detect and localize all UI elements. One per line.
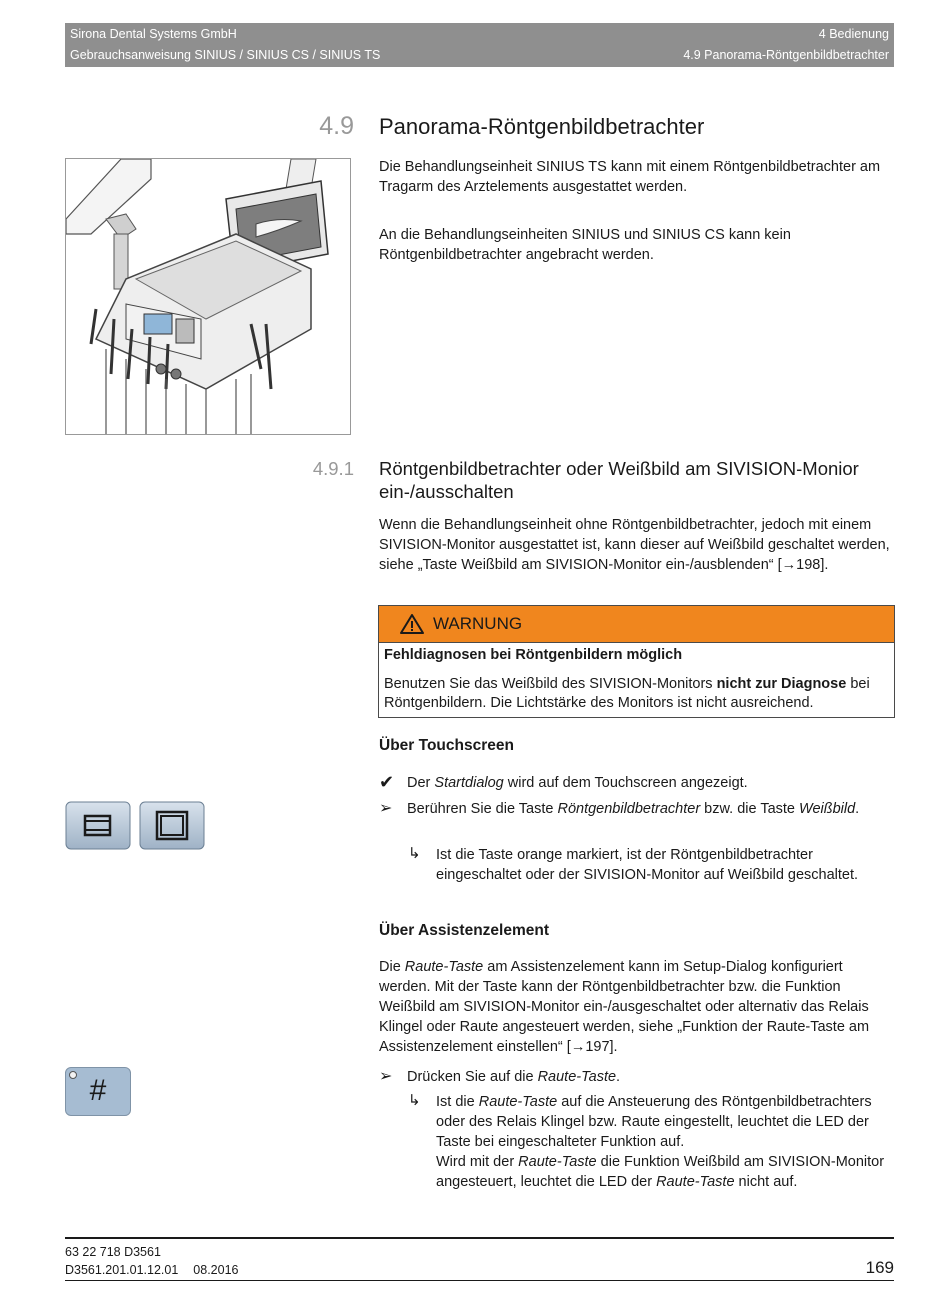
step-arrow-icon: ➢ (379, 1068, 393, 1085)
assist-step: Drücken Sie auf die Raute-Taste. (407, 1069, 621, 1085)
chapter-name: 4 Bedienung (818, 27, 889, 41)
result-arrow-icon: ↳ (408, 1092, 421, 1109)
warning-box (378, 605, 895, 718)
footer-doc-id: D3561.201.01.12.01 08.2016 (65, 1263, 239, 1277)
touchscreen-precondition: Der Startdialog wird auf dem Touchscreen angezeigt. (407, 775, 748, 791)
xray-viewer-button-image (65, 801, 131, 855)
company-name: Sirona Dental Systems GmbH (70, 27, 237, 41)
warning-body: Benutzen Sie das Weißbild des SIVISION-Monitors nicht zur Diagnose bei Röntgenbildern. Die Lichtstärke des Monitors ist nicht ausreichend. (384, 676, 870, 711)
warning-heading: Fehldiagnosen bei Röntgenbildern möglich (384, 647, 683, 663)
subsection-intro: Wenn die Behandlungseinheit ohne Röntgenbildbetrachter, jedoch mit einem SIVISION-Monitor ausgestattet ist, kann dieser auf Weißbild geschaltet werden, siehe „Taste Weißbild am SIVISION-Monitor ein-/ausblenden“ [→198]. (379, 517, 890, 573)
section-paragraph-1: Die Behandlungseinheit SINIUS TS kann mit einem Röntgenbildbetrachter am Tragarm des Arztelements ausgestattet werden. (379, 159, 881, 195)
subsection-number: 4.9.1 (312, 458, 354, 479)
assist-result: Ist die Raute-Taste auf die Ansteuerung des Röntgenbildbetrachters oder des Relais Klingel bzw. Raute eingestellt, leuchtet die LED der Taste bei eingeschalteter Funktion auf. Wird mit der Raute-Taste die Funktion Weißbild am SIVISION-Monitor angesteuert, leuchtet die LED der Raute-Taste nicht auf. (436, 1094, 885, 1190)
result-arrow-icon: ↳ (408, 845, 421, 862)
touchscreen-result: Ist die Taste orange markiert, ist der Röntgenbildbetrachter eingeschaltet oder der SIVISION-Monitor auf Weißbild geschaltet. (436, 847, 859, 883)
section-name: 4.9 Panorama-Röntgenbildbetrachter (683, 48, 889, 62)
footer-divider (65, 1237, 894, 1239)
step-arrow-icon: ➢ (379, 800, 393, 817)
section-title: Panorama-Röntgenbildbetrachter (379, 114, 705, 139)
touchscreen-heading: Über Touchscreen (379, 737, 514, 754)
section-paragraph-2: An die Behandlungseinheiten SINIUS und SINIUS CS kann kein Röntgenbildbetrachter angebracht werden. (379, 227, 791, 263)
white-image-button-image (139, 801, 205, 855)
section-number: 4.9 (319, 112, 354, 140)
manual-title: Gebrauchsanweisung SINIUS / SINIUS CS / SINIUS TS (70, 48, 381, 62)
touchscreen-step: Berühren Sie die Taste Röntgenbildbetrachter bzw. die Taste Weißbild. (407, 801, 860, 817)
warning-label: WARNUNG (433, 614, 523, 633)
dental-unit-illustration (65, 158, 351, 435)
raute-button-image (65, 1067, 131, 1116)
page-number: 169 (865, 1258, 894, 1277)
assist-heading: Über Assistenzelement (379, 922, 549, 939)
warning-header (379, 606, 894, 643)
subsection-title: Röntgenbildbetrachter oder Weißbild am SIVISION-Monior ein-/ausschalten (379, 458, 859, 502)
hash-icon: # (89, 1074, 107, 1107)
warning-triangle-icon (399, 613, 425, 635)
footer-bottom-rule (65, 1280, 894, 1281)
check-icon: ✔ (379, 772, 395, 792)
page-header (65, 23, 894, 67)
assist-paragraph: Die Raute-Taste am Assistenzelement kann im Setup-Dialog konfiguriert werden. Mit der Taste kann der Röntgenbildbetrachter bzw. die Funktion Weißbild am SIVISION-Monitor ein-/ausgeschaltet oder alternativ das Relais Klingel oder Raute angesteuert werden, siehe „Funktion der Raute-Taste am Assistenzelement einstellen“ [→197]. (379, 959, 870, 1055)
footer-doc-number: 63 22 718 D3561 (65, 1245, 161, 1259)
